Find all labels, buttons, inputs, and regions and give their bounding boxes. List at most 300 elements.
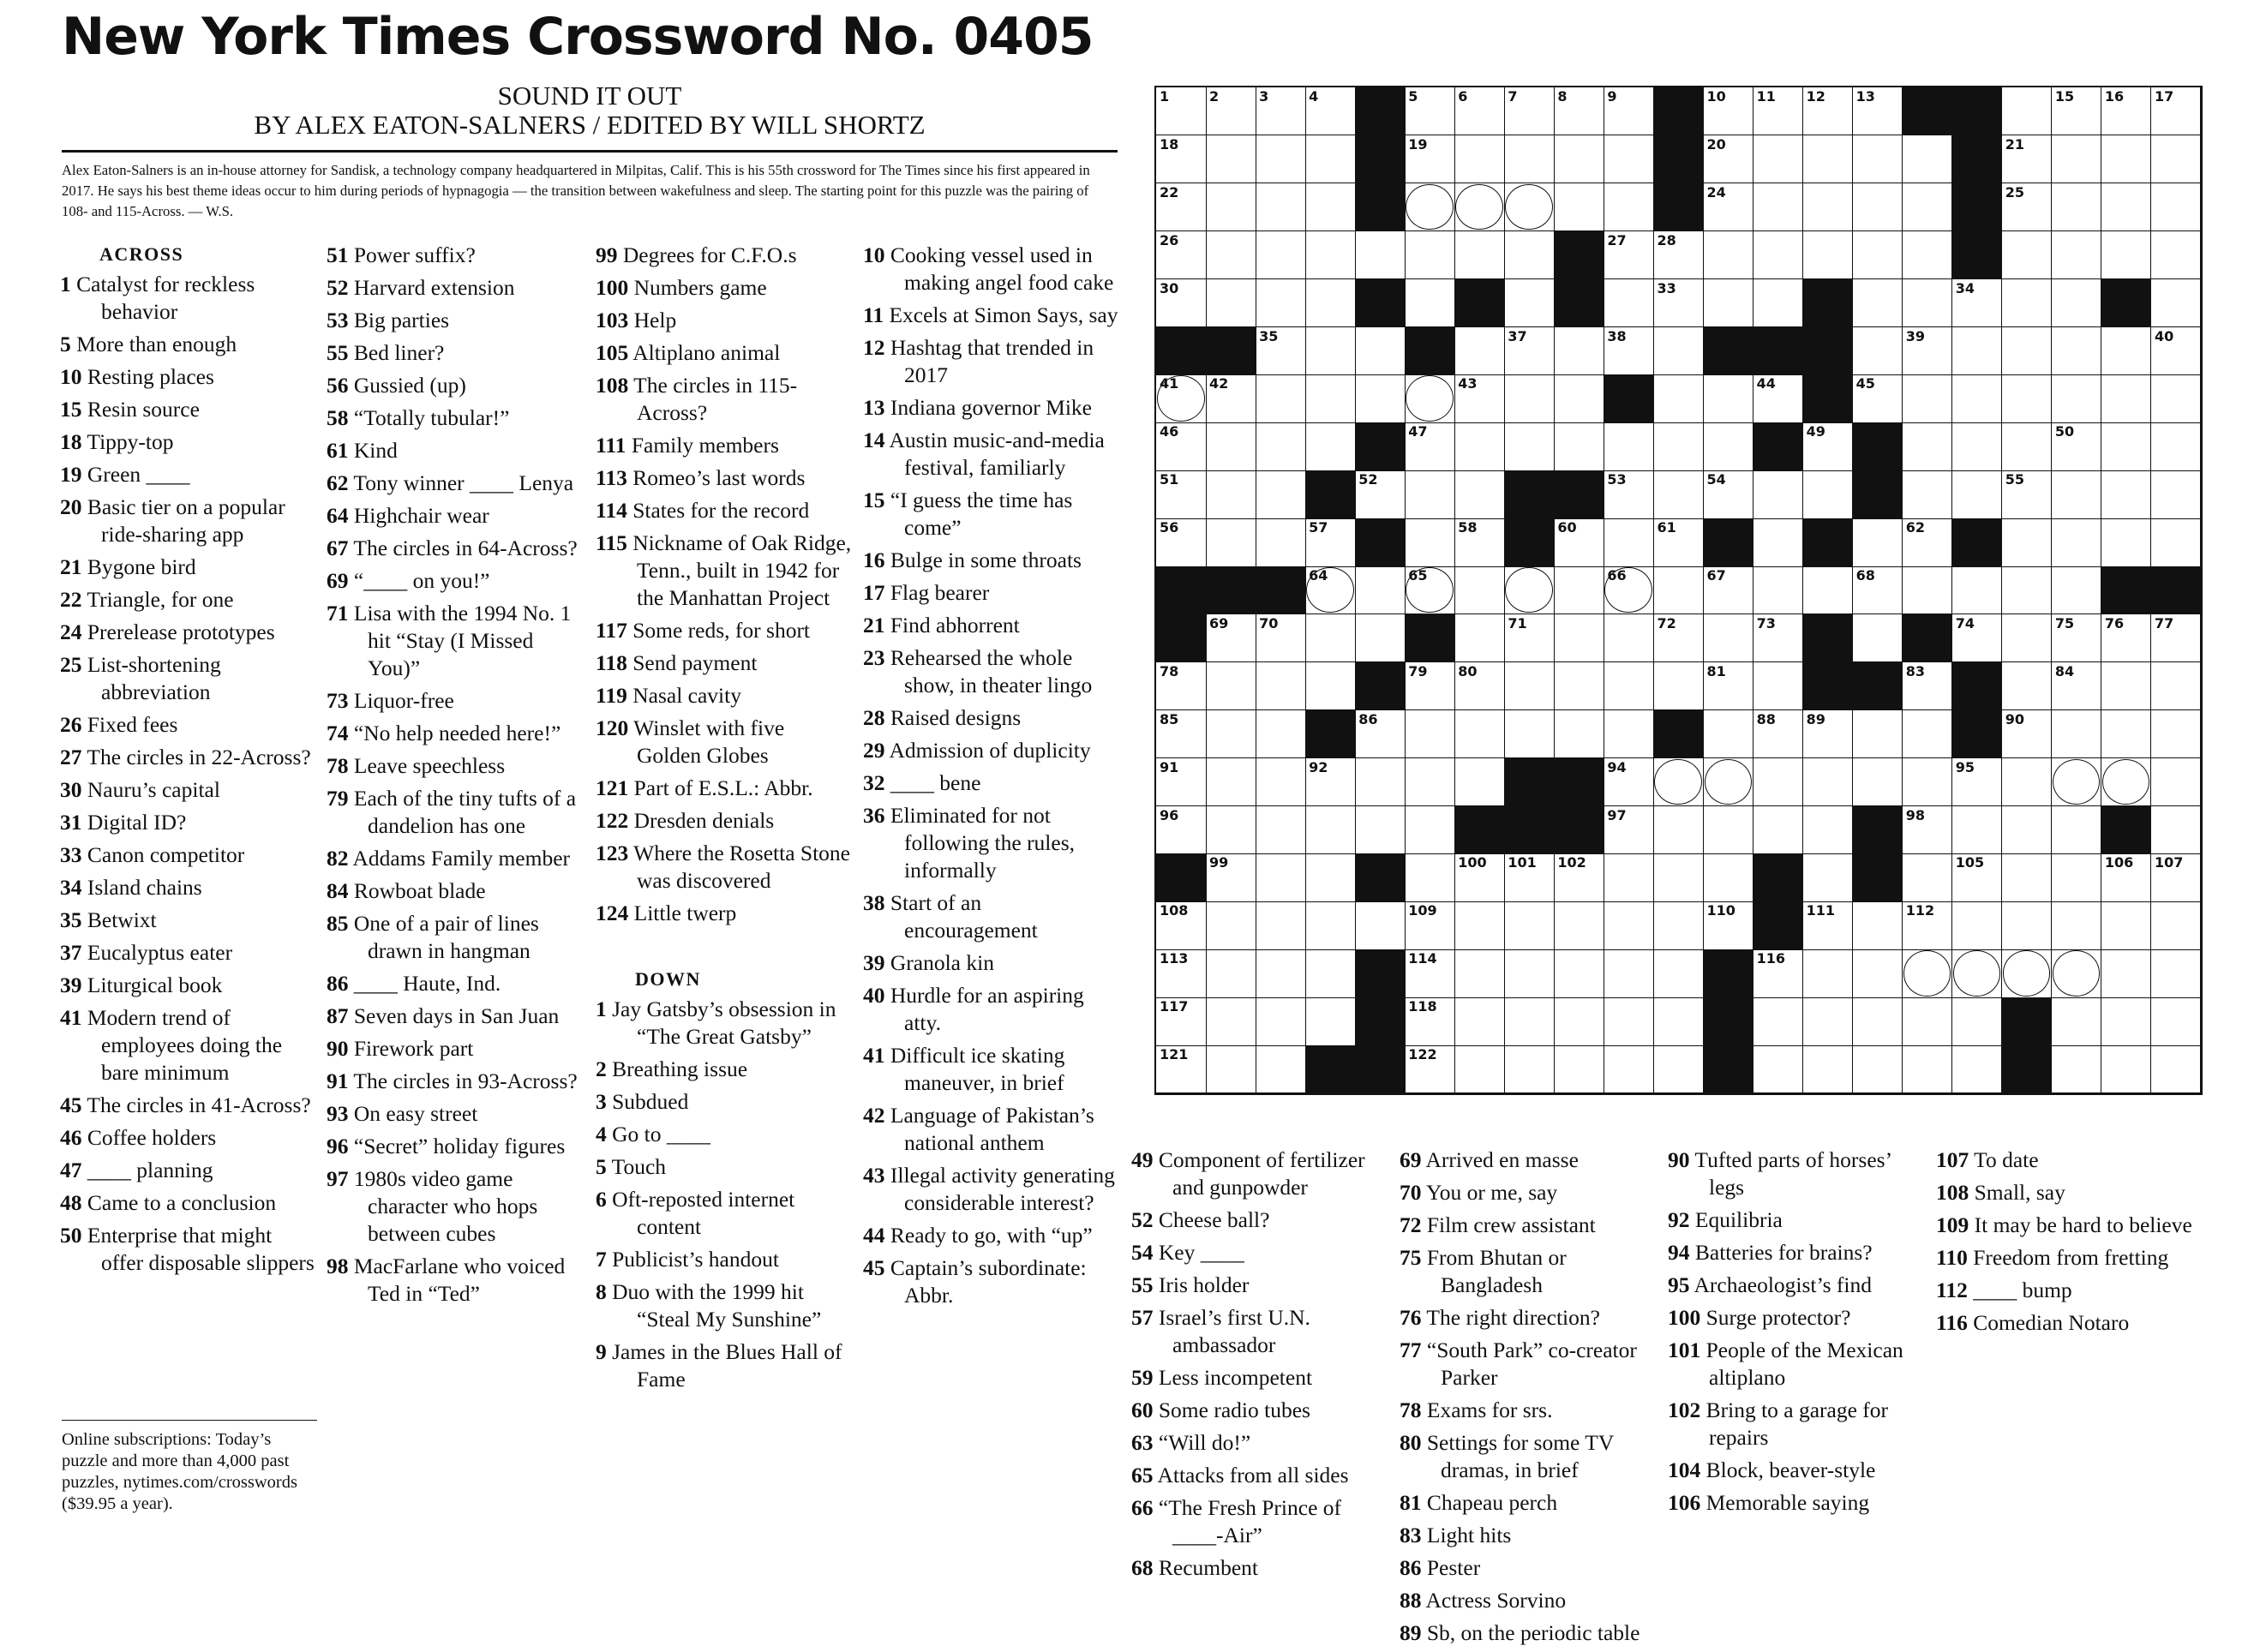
grid-cell[interactable] [1405, 1045, 1455, 1093]
grid-cell[interactable] [1554, 949, 1604, 997]
grid-cell[interactable] [1803, 470, 1854, 518]
grid-cell[interactable] [1753, 566, 1804, 614]
grid-cell[interactable] [2151, 758, 2202, 806]
grid-cell[interactable] [1405, 901, 1455, 949]
grid-cell[interactable] [1256, 997, 1306, 1045]
grid-cell[interactable] [1803, 710, 1854, 758]
grid-cell[interactable] [1504, 135, 1555, 183]
grid-cell[interactable] [1803, 135, 1854, 183]
grid-cell[interactable] [2002, 183, 2053, 231]
grid-cell[interactable] [1952, 327, 2003, 375]
grid-cell[interactable] [1554, 566, 1604, 614]
grid-cell[interactable] [1454, 758, 1505, 806]
grid-cell[interactable] [1256, 183, 1306, 231]
grid-cell[interactable] [1803, 997, 1854, 1045]
grid-cell[interactable] [1405, 374, 1455, 422]
grid-cell[interactable] [1853, 901, 1903, 949]
grid-cell[interactable] [1604, 662, 1654, 710]
grid-cell[interactable] [1156, 901, 1207, 949]
grid-cell[interactable] [2151, 279, 2202, 327]
grid-cell[interactable] [1653, 470, 1704, 518]
grid-cell[interactable] [1704, 853, 1754, 901]
grid-cell[interactable] [2052, 662, 2102, 710]
grid-cell[interactable] [2101, 758, 2152, 806]
grid-cell[interactable] [1305, 422, 1356, 470]
grid-cell[interactable] [2101, 87, 2152, 135]
grid-cell[interactable] [1903, 279, 1953, 327]
grid-cell[interactable] [1454, 566, 1505, 614]
grid-cell[interactable] [1604, 710, 1654, 758]
grid-cell[interactable] [1753, 135, 1804, 183]
grid-cell[interactable] [1206, 710, 1256, 758]
grid-cell[interactable] [1903, 135, 1953, 183]
grid-cell[interactable] [1803, 853, 1854, 901]
grid-cell[interactable] [2002, 470, 2053, 518]
grid-cell[interactable] [1454, 422, 1505, 470]
grid-cell[interactable] [1604, 901, 1654, 949]
grid-cell[interactable] [1604, 1045, 1654, 1093]
grid-cell[interactable] [1653, 422, 1704, 470]
grid-cell[interactable] [1604, 327, 1654, 375]
grid-cell[interactable] [1803, 422, 1854, 470]
grid-cell[interactable] [1405, 758, 1455, 806]
grid-cell[interactable] [2101, 327, 2152, 375]
grid-cell[interactable] [1753, 949, 1804, 997]
grid-cell[interactable] [2052, 279, 2102, 327]
grid-cell[interactable] [1554, 901, 1604, 949]
grid-cell[interactable] [2052, 470, 2102, 518]
grid-cell[interactable] [2151, 662, 2202, 710]
grid-cell[interactable] [2002, 710, 2053, 758]
grid-cell[interactable] [1554, 518, 1604, 566]
grid-cell[interactable] [1653, 614, 1704, 662]
grid-cell[interactable] [1305, 135, 1356, 183]
grid-cell[interactable] [2052, 374, 2102, 422]
grid-cell[interactable] [1903, 566, 1953, 614]
grid-cell[interactable] [1554, 374, 1604, 422]
grid-cell[interactable] [1803, 183, 1854, 231]
grid-cell[interactable] [1903, 470, 1953, 518]
grid-cell[interactable] [1355, 566, 1406, 614]
grid-cell[interactable] [1903, 662, 1953, 710]
grid-cell[interactable] [1903, 997, 1953, 1045]
grid-cell[interactable] [1753, 710, 1804, 758]
grid-cell[interactable] [1206, 997, 1256, 1045]
grid-cell[interactable] [1604, 470, 1654, 518]
grid-cell[interactable] [2052, 231, 2102, 279]
grid-cell[interactable] [1454, 901, 1505, 949]
grid-cell[interactable] [2052, 614, 2102, 662]
grid-cell[interactable] [1256, 374, 1306, 422]
grid-cell[interactable] [2151, 374, 2202, 422]
grid-cell[interactable] [2151, 997, 2202, 1045]
grid-cell[interactable] [1653, 901, 1704, 949]
grid-cell[interactable] [2101, 662, 2152, 710]
grid-cell[interactable] [1704, 566, 1754, 614]
grid-cell[interactable] [1454, 1045, 1505, 1093]
grid-cell[interactable] [1256, 87, 1306, 135]
grid-cell[interactable] [1604, 422, 1654, 470]
grid-cell[interactable] [1952, 374, 2003, 422]
grid-cell[interactable] [1454, 710, 1505, 758]
grid-cell[interactable] [1156, 997, 1207, 1045]
grid-cell[interactable] [2052, 135, 2102, 183]
grid-cell[interactable] [2151, 614, 2202, 662]
grid-cell[interactable] [1504, 87, 1555, 135]
grid-cell[interactable] [2101, 853, 2152, 901]
grid-cell[interactable] [1156, 231, 1207, 279]
grid-cell[interactable] [1454, 614, 1505, 662]
grid-cell[interactable] [2101, 710, 2152, 758]
grid-cell[interactable] [1504, 422, 1555, 470]
grid-cell[interactable] [1206, 183, 1256, 231]
grid-cell[interactable] [1305, 279, 1356, 327]
grid-cell[interactable] [1405, 279, 1455, 327]
grid-cell[interactable] [1355, 710, 1406, 758]
grid-cell[interactable] [1604, 758, 1654, 806]
grid-cell[interactable] [1504, 710, 1555, 758]
grid-cell[interactable] [1753, 806, 1804, 854]
grid-cell[interactable] [2151, 853, 2202, 901]
grid-cell[interactable] [1454, 518, 1505, 566]
grid-cell[interactable] [1504, 614, 1555, 662]
grid-cell[interactable] [1156, 949, 1207, 997]
grid-cell[interactable] [1405, 422, 1455, 470]
grid-cell[interactable] [1156, 135, 1207, 183]
grid-cell[interactable] [1853, 997, 1903, 1045]
grid-cell[interactable] [2151, 183, 2202, 231]
grid-cell[interactable] [1405, 949, 1455, 997]
grid-cell[interactable] [1454, 87, 1505, 135]
grid-cell[interactable] [1355, 231, 1406, 279]
grid-cell[interactable] [1554, 135, 1604, 183]
grid-cell[interactable] [1206, 806, 1256, 854]
grid-cell[interactable] [2101, 901, 2152, 949]
grid-cell[interactable] [1903, 183, 1953, 231]
grid-cell[interactable] [1853, 566, 1903, 614]
grid-cell[interactable] [1704, 231, 1754, 279]
grid-cell[interactable] [1952, 422, 2003, 470]
grid-cell[interactable] [1256, 853, 1306, 901]
grid-cell[interactable] [2002, 87, 2053, 135]
grid-cell[interactable] [1903, 806, 1953, 854]
grid-cell[interactable] [1853, 614, 1903, 662]
grid-cell[interactable] [2002, 901, 2053, 949]
grid-cell[interactable] [1256, 758, 1306, 806]
grid-cell[interactable] [1504, 1045, 1555, 1093]
grid-cell[interactable] [1903, 949, 1953, 997]
grid-cell[interactable] [1853, 231, 1903, 279]
grid-cell[interactable] [2002, 279, 2053, 327]
grid-cell[interactable] [1803, 231, 1854, 279]
grid-cell[interactable] [1156, 806, 1207, 854]
grid-cell[interactable] [1504, 374, 1555, 422]
grid-cell[interactable] [1704, 806, 1754, 854]
grid-cell[interactable] [1753, 87, 1804, 135]
grid-cell[interactable] [1305, 758, 1356, 806]
grid-cell[interactable] [1156, 1045, 1207, 1093]
grid-cell[interactable] [1753, 518, 1804, 566]
grid-cell[interactable] [1554, 997, 1604, 1045]
grid-cell[interactable] [1206, 470, 1256, 518]
grid-cell[interactable] [1853, 758, 1903, 806]
grid-cell[interactable] [1952, 758, 2003, 806]
grid-cell[interactable] [1256, 662, 1306, 710]
grid-cell[interactable] [1903, 374, 1953, 422]
grid-cell[interactable] [1653, 566, 1704, 614]
grid-cell[interactable] [1604, 87, 1654, 135]
grid-cell[interactable] [1405, 566, 1455, 614]
grid-cell[interactable] [2151, 901, 2202, 949]
grid-cell[interactable] [1256, 327, 1306, 375]
grid-cell[interactable] [1305, 997, 1356, 1045]
grid-cell[interactable] [1753, 758, 1804, 806]
grid-cell[interactable] [2002, 374, 2053, 422]
grid-cell[interactable] [1206, 1045, 1256, 1093]
grid-cell[interactable] [1952, 279, 2003, 327]
grid-cell[interactable] [1256, 135, 1306, 183]
grid-cell[interactable] [2101, 183, 2152, 231]
grid-cell[interactable] [1454, 470, 1505, 518]
grid-cell[interactable] [2002, 327, 2053, 375]
grid-cell[interactable] [1853, 374, 1903, 422]
grid-cell[interactable] [1405, 183, 1455, 231]
grid-cell[interactable] [1355, 758, 1406, 806]
grid-cell[interactable] [2151, 87, 2202, 135]
grid-cell[interactable] [1305, 183, 1356, 231]
grid-cell[interactable] [1903, 901, 1953, 949]
grid-cell[interactable] [1305, 662, 1356, 710]
grid-cell[interactable] [1206, 614, 1256, 662]
grid-cell[interactable] [1305, 901, 1356, 949]
grid-cell[interactable] [1256, 949, 1306, 997]
grid-cell[interactable] [1206, 853, 1256, 901]
grid-cell[interactable] [1156, 518, 1207, 566]
grid-cell[interactable] [2002, 422, 2053, 470]
grid-cell[interactable] [1903, 853, 1953, 901]
grid-cell[interactable] [1305, 374, 1356, 422]
grid-cell[interactable] [1554, 422, 1604, 470]
grid-cell[interactable] [1952, 949, 2003, 997]
grid-cell[interactable] [1554, 614, 1604, 662]
grid-cell[interactable] [1604, 279, 1654, 327]
grid-cell[interactable] [1653, 997, 1704, 1045]
grid-cell[interactable] [1454, 853, 1505, 901]
grid-cell[interactable] [1454, 374, 1505, 422]
grid-cell[interactable] [1803, 566, 1854, 614]
grid-cell[interactable] [1952, 614, 2003, 662]
grid-cell[interactable] [2052, 710, 2102, 758]
grid-cell[interactable] [1853, 518, 1903, 566]
grid-cell[interactable] [1753, 279, 1804, 327]
grid-cell[interactable] [1305, 949, 1356, 997]
grid-cell[interactable] [1704, 422, 1754, 470]
grid-cell[interactable] [2002, 806, 2053, 854]
grid-cell[interactable] [2101, 614, 2152, 662]
grid-cell[interactable] [1753, 614, 1804, 662]
grid-cell[interactable] [1853, 949, 1903, 997]
grid-cell[interactable] [1853, 279, 1903, 327]
grid-cell[interactable] [2151, 327, 2202, 375]
grid-cell[interactable] [2151, 806, 2202, 854]
grid-cell[interactable] [1504, 327, 1555, 375]
grid-cell[interactable] [1753, 231, 1804, 279]
grid-cell[interactable] [1604, 997, 1654, 1045]
grid-cell[interactable] [1156, 374, 1207, 422]
grid-cell[interactable] [1554, 662, 1604, 710]
grid-cell[interactable] [1704, 183, 1754, 231]
grid-cell[interactable] [1704, 279, 1754, 327]
grid-cell[interactable] [1704, 614, 1754, 662]
grid-cell[interactable] [2101, 1045, 2152, 1093]
grid-cell[interactable] [1753, 183, 1804, 231]
grid-cell[interactable] [1355, 901, 1406, 949]
grid-cell[interactable] [2002, 231, 2053, 279]
grid-cell[interactable] [2052, 518, 2102, 566]
grid-cell[interactable] [2101, 518, 2152, 566]
grid-cell[interactable] [1305, 327, 1356, 375]
grid-cell[interactable] [2052, 949, 2102, 997]
grid-cell[interactable] [1256, 470, 1306, 518]
grid-cell[interactable] [1405, 806, 1455, 854]
grid-cell[interactable] [1504, 279, 1555, 327]
grid-cell[interactable] [1653, 853, 1704, 901]
grid-cell[interactable] [1952, 566, 2003, 614]
grid-cell[interactable] [2002, 518, 2053, 566]
grid-cell[interactable] [1903, 231, 1953, 279]
grid-cell[interactable] [1305, 806, 1356, 854]
grid-cell[interactable] [1803, 1045, 1854, 1093]
grid-cell[interactable] [1504, 662, 1555, 710]
grid-cell[interactable] [1305, 566, 1356, 614]
grid-cell[interactable] [1454, 662, 1505, 710]
grid-cell[interactable] [1554, 327, 1604, 375]
grid-cell[interactable] [1206, 901, 1256, 949]
grid-cell[interactable] [1903, 518, 1953, 566]
grid-cell[interactable] [1454, 135, 1505, 183]
grid-cell[interactable] [1256, 279, 1306, 327]
grid-cell[interactable] [1653, 758, 1704, 806]
grid-cell[interactable] [1903, 1045, 1953, 1093]
grid-cell[interactable] [1604, 949, 1654, 997]
grid-cell[interactable] [1704, 662, 1754, 710]
grid-cell[interactable] [2052, 758, 2102, 806]
grid-cell[interactable] [2151, 422, 2202, 470]
grid-cell[interactable] [2052, 853, 2102, 901]
grid-cell[interactable] [1704, 374, 1754, 422]
grid-cell[interactable] [2151, 231, 2202, 279]
grid-cell[interactable] [1405, 231, 1455, 279]
grid-cell[interactable] [1952, 901, 2003, 949]
grid-cell[interactable] [1256, 901, 1306, 949]
grid-cell[interactable] [1256, 1045, 1306, 1093]
grid-cell[interactable] [1952, 806, 2003, 854]
grid-cell[interactable] [1554, 1045, 1604, 1093]
grid-cell[interactable] [1156, 422, 1207, 470]
grid-cell[interactable] [2002, 853, 2053, 901]
grid-cell[interactable] [1554, 853, 1604, 901]
grid-cell[interactable] [1653, 327, 1704, 375]
grid-cell[interactable] [1355, 327, 1406, 375]
grid-cell[interactable] [1604, 566, 1654, 614]
grid-cell[interactable] [1853, 327, 1903, 375]
grid-cell[interactable] [1653, 662, 1704, 710]
grid-cell[interactable] [1156, 87, 1207, 135]
grid-cell[interactable] [1206, 135, 1256, 183]
grid-cell[interactable] [1405, 853, 1455, 901]
grid-cell[interactable] [1604, 183, 1654, 231]
grid-cell[interactable] [1206, 87, 1256, 135]
grid-cell[interactable] [1256, 422, 1306, 470]
grid-cell[interactable] [1355, 806, 1406, 854]
grid-cell[interactable] [1454, 327, 1505, 375]
grid-cell[interactable] [1753, 1045, 1804, 1093]
grid-cell[interactable] [2101, 470, 2152, 518]
grid-cell[interactable] [2052, 327, 2102, 375]
grid-cell[interactable] [2052, 806, 2102, 854]
grid-cell[interactable] [1653, 806, 1704, 854]
grid-cell[interactable] [1704, 87, 1754, 135]
grid-cell[interactable] [1504, 997, 1555, 1045]
grid-cell[interactable] [1853, 135, 1903, 183]
grid-cell[interactable] [2151, 518, 2202, 566]
grid-cell[interactable] [2151, 1045, 2202, 1093]
grid-cell[interactable] [1305, 231, 1356, 279]
grid-cell[interactable] [1305, 614, 1356, 662]
grid-cell[interactable] [1604, 518, 1654, 566]
grid-cell[interactable] [1803, 758, 1854, 806]
grid-cell[interactable] [1156, 183, 1207, 231]
grid-cell[interactable] [1554, 710, 1604, 758]
grid-cell[interactable] [1256, 518, 1306, 566]
grid-cell[interactable] [1604, 135, 1654, 183]
grid-cell[interactable] [1156, 758, 1207, 806]
grid-cell[interactable] [1405, 518, 1455, 566]
grid-cell[interactable] [1903, 758, 1953, 806]
grid-cell[interactable] [2002, 949, 2053, 997]
grid-cell[interactable] [1952, 1045, 2003, 1093]
grid-cell[interactable] [1454, 231, 1505, 279]
grid-cell[interactable] [1704, 470, 1754, 518]
grid-cell[interactable] [1952, 853, 2003, 901]
grid-cell[interactable] [1305, 87, 1356, 135]
grid-cell[interactable] [1504, 566, 1555, 614]
grid-cell[interactable] [2002, 758, 2053, 806]
grid-cell[interactable] [1653, 518, 1704, 566]
grid-cell[interactable] [1753, 470, 1804, 518]
grid-cell[interactable] [2101, 997, 2152, 1045]
grid-cell[interactable] [1853, 87, 1903, 135]
grid-cell[interactable] [1504, 949, 1555, 997]
grid-cell[interactable] [1803, 949, 1854, 997]
grid-cell[interactable] [1753, 374, 1804, 422]
grid-cell[interactable] [1803, 87, 1854, 135]
grid-cell[interactable] [2101, 422, 2152, 470]
grid-cell[interactable] [1903, 710, 1953, 758]
grid-cell[interactable] [2101, 135, 2152, 183]
grid-cell[interactable] [1206, 422, 1256, 470]
grid-cell[interactable] [1952, 470, 2003, 518]
grid-cell[interactable] [1206, 662, 1256, 710]
grid-cell[interactable] [1256, 231, 1306, 279]
grid-cell[interactable] [1305, 518, 1356, 566]
grid-cell[interactable] [1355, 614, 1406, 662]
grid-cell[interactable] [1803, 806, 1854, 854]
grid-cell[interactable] [1704, 758, 1754, 806]
grid-cell[interactable] [1256, 710, 1306, 758]
grid-cell[interactable] [1604, 231, 1654, 279]
grid-cell[interactable] [1753, 662, 1804, 710]
